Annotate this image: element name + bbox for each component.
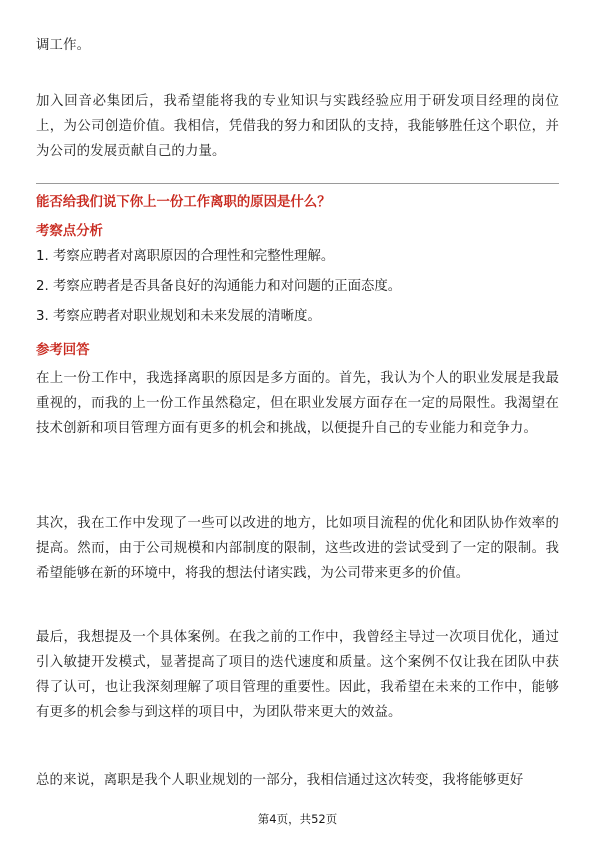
page-number: 第4页，共52页 [257, 812, 338, 826]
answer-heading: 参考回答 [36, 343, 90, 358]
section-divider [36, 183, 559, 184]
answer-paragraph: 在上一份工作中，我选择离职的原因是多方面的。首先，我认为个人的职业发展是我最重视的，而我的上一份工作虽然稳定，但在职业发展方面存在一定的局限性。我渴望在技术创新和项目管理方面有更多的机会和挑战，以便提升自己的专业能力和竞争力。 [36, 371, 559, 436]
analysis-item: 1. 考察应聘者对离职原因的合理性和完整性理解。 [36, 249, 335, 264]
answer-paragraph: 其次，我在工作中发现了一些可以改进的地方，比如项目流程的优化和团队协作效率的提高。然而，由于公司规模和内部制度的限制，这些改进的尝试受到了一定的限制。我希望能够在新的环境中，将我的想法付诸实践，为公司带来更多的价值。 [36, 516, 559, 581]
answer-paragraph: 总的来说，离职是我个人职业规划的一部分，我相信通过这次转变，我将能够更好 [36, 773, 524, 788]
intro-paragraph: 加入回音必集团后，我希望能将我的专业知识与实践经验应用于研发项目经理的岗位上，为公司创造价值。我相信，凭借我的努力和团队的支持，我能够胜任这个职位，并为公司的发展贡献自己的力量。 [36, 94, 559, 159]
question-title: 能否给我们说下你上一份工作离职的原因是什么？ [36, 195, 331, 210]
analysis-heading: 考察点分析 [36, 224, 103, 239]
analysis-item: 2. 考察应聘者是否具备良好的沟通能力和对问题的正面态度。 [36, 279, 402, 294]
intro-tail-text: 调工作。 [36, 38, 91, 53]
analysis-item: 3. 考察应聘者对职业规划和未来发展的清晰度。 [36, 309, 321, 324]
answer-paragraph: 最后，我想提及一个具体案例。在我之前的工作中，我曾经主导过一次项目优化，通过引入敏捷开发模式，显著提高了项目的迭代速度和质量。这个案例不仅让我在团队中获得了认可，也让我深刻理解了项目管理的重要性。因此，我希望在未来的工作中，能够有更多的机会参与到这样的项目中，为团队带来更大的效益。 [36, 630, 559, 720]
